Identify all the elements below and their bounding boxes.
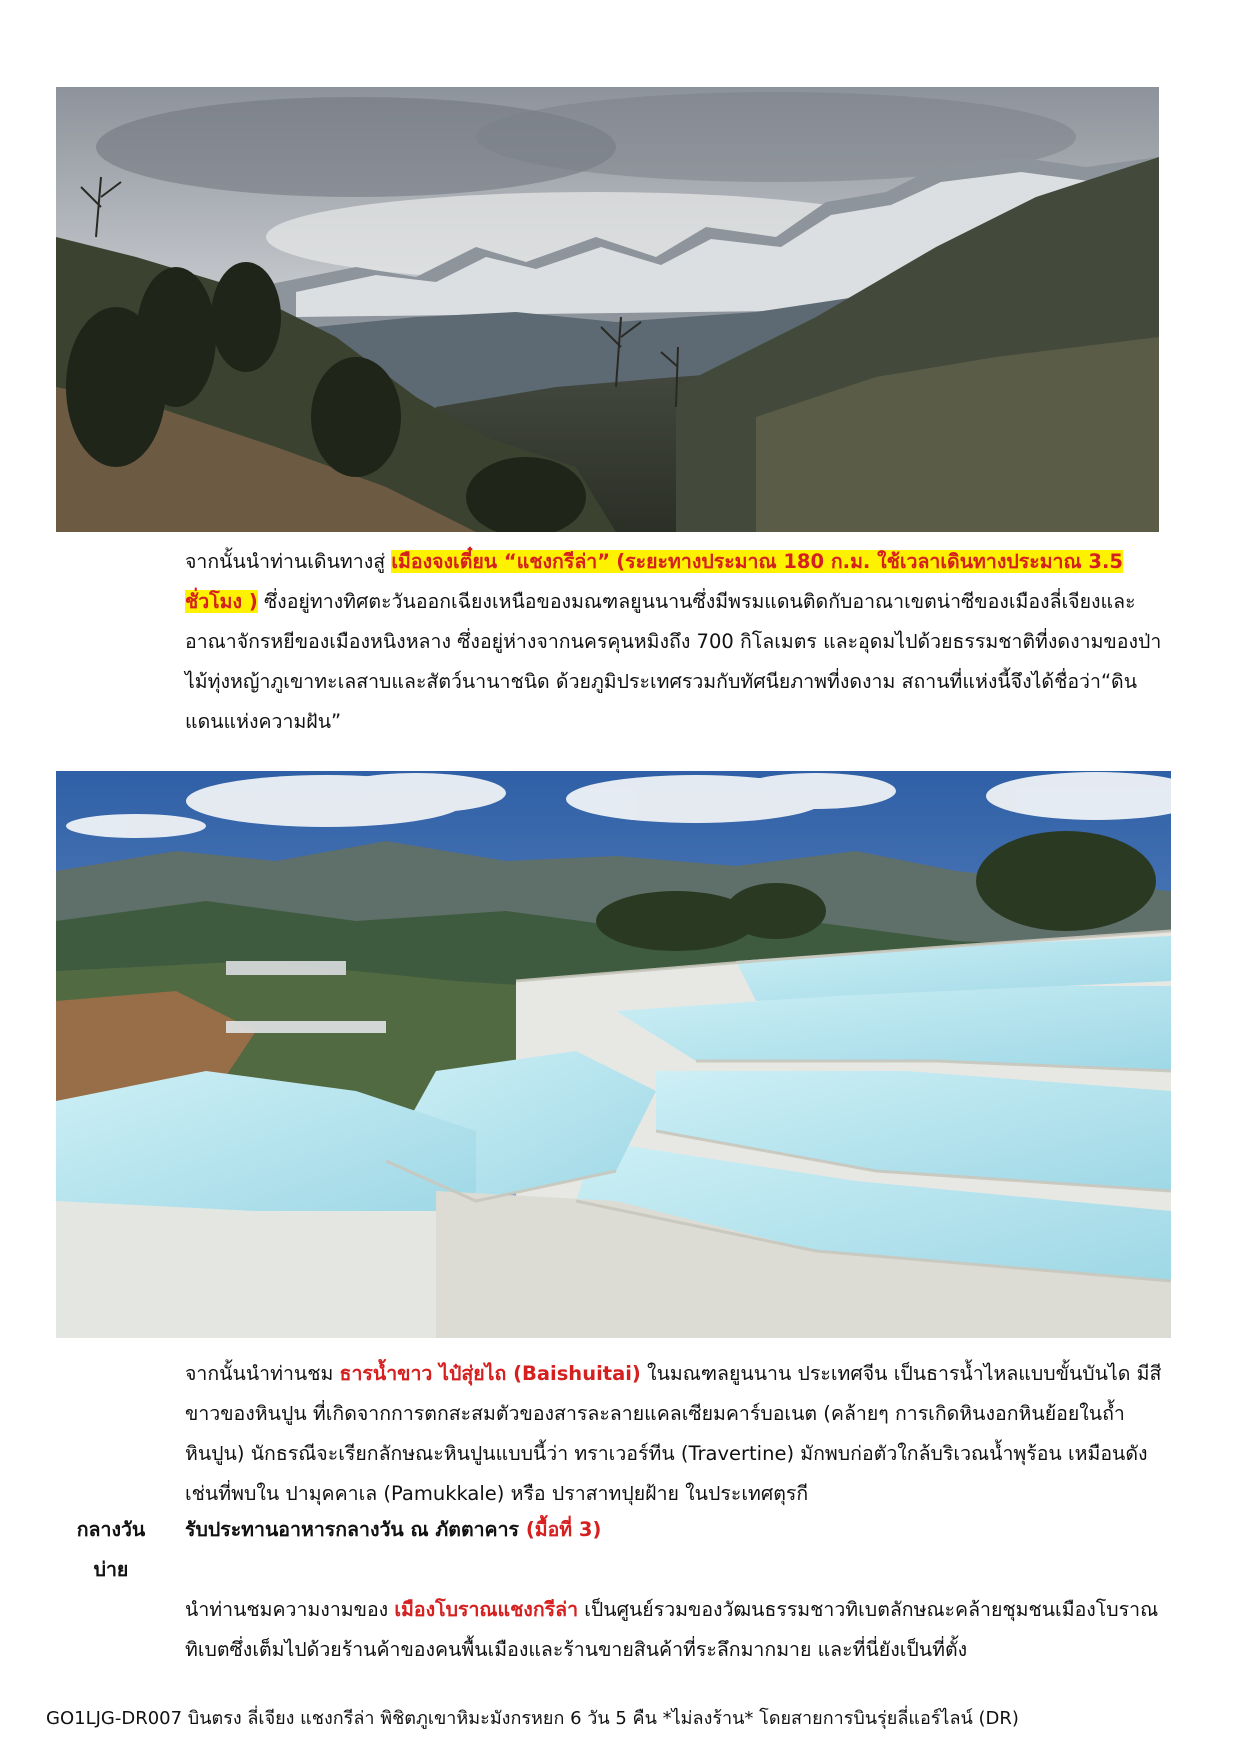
baishuitai-lead-text: จากนั้นนำท่านชม (185, 1362, 340, 1385)
old-town-lead-text: นำท่านชมความงามของ (185, 1598, 395, 1621)
page-footer: GO1LJG-DR007 บินตรง ลี่เจียง แชงกรีล่า พิชิตภูเขาหิมะมังกรหยก 6 วัน 5 คืน *ไม่ลงร้าน* โดยสายการบินรุ่ยลี่แอร์ไลน์ (DR) (46, 1708, 1019, 1729)
shangrila-place-name: เมืองจงเตี๋ยน “แชงกรีล่า” (391, 550, 611, 573)
baishuitai-paragraph (185, 1354, 1165, 1514)
intro-lead-text: จากนั้นนำท่านเดินทางสู่ (185, 550, 392, 573)
meal-number: (มื้อที่ 3) (525, 1518, 602, 1541)
shangrila-description-text: ซึ่งอยู่ทางทิศตะวันออกเฉียงเหนือของมณฑลยูนนานซึ่งมีพรมแดนติดกับอาณาเขตน่าซีของเมืองลี่เจียงและอาณาจักรหยีของเมืองหนิงหลาง ซึ่งอยู่ห่างจากนครคุนหมิงถึง 700 กิโลเมตร และอุดมไปด้วยธรรมชาติที่งดงามของป่าไม้ทุ่งหญ้าภูเขาทะเลสาบและสัตว์นานาชนิด ด้วยภูมิประเทศรวมกับทัศนียภาพที่งดงาม สถานที่แห่งนี้จึงได้ชื่อว่า“ดินแดนแห่งความฝัน” (185, 590, 1162, 733)
old-town-description-text: เป็นศูนย์รวมของวัฒนธรรมชาวทิเบตลักษณะคล้ายชุมชนเมืองโบราณทิเบตซึ่งเต็มไปด้วยร้านค้าของคนพื้นเมืองและร้านขายสินค้าที่ระลึกมากมาย และที่นี่ยังเป็นที่ตั้ง (185, 1598, 1159, 1661)
shangrila-intro-paragraph (185, 542, 1165, 742)
noon-time-label: กลางวัน (76, 1518, 146, 1541)
old-town-paragraph (185, 1590, 1165, 1670)
baishuitai-description-text: ในมณฑลยูนนาน ประเทศจีน เป็นธารน้ำไหลแบบขั้นบันได มีสีขาวของหินปูน ที่เกิดจากการตกสะสมตัวของสารละลายแคลเซียมคาร์บอเนต (คล้ายๆ การเกิดหินงอกหินย้อยในถ้ำหินปูน) นักธรณีจะเรียกลักษณะหินปูนแบบนี้ว่า ทราเวอร์ทีน (Travertine) มักพบก่อตัวใกล้บริเวณน้ำพุร้อน เหมือนดังเช่นที่พบใน ปามุคคาเล (Pamukkale) หรือ ปราสาทปุยฝ้าย ในประเทศตุรกี (185, 1362, 1162, 1505)
mountain-valley-photo (56, 87, 1159, 532)
lunch-text: รับประทานอาหารกลางวัน ณ ภัตตาคาร (185, 1518, 526, 1541)
baishuitai-terraces-photo (56, 771, 1171, 1338)
old-town-place-name: เมืองโบราณแชงกรีล่า (394, 1598, 579, 1621)
lunch-line (185, 1510, 601, 1550)
baishuitai-place-name: ธารน้ำขาว ไป๋สุ่ยไถ (Baishuitai) (339, 1362, 641, 1385)
afternoon-time-label: บ่าย (93, 1558, 129, 1581)
travel-distance-note: (ระยะทางประมาณ 180 ก.ม. ใช้เวลาเดินทางประมาณ 3.5 ชั่วโมง ) (185, 550, 1123, 613)
